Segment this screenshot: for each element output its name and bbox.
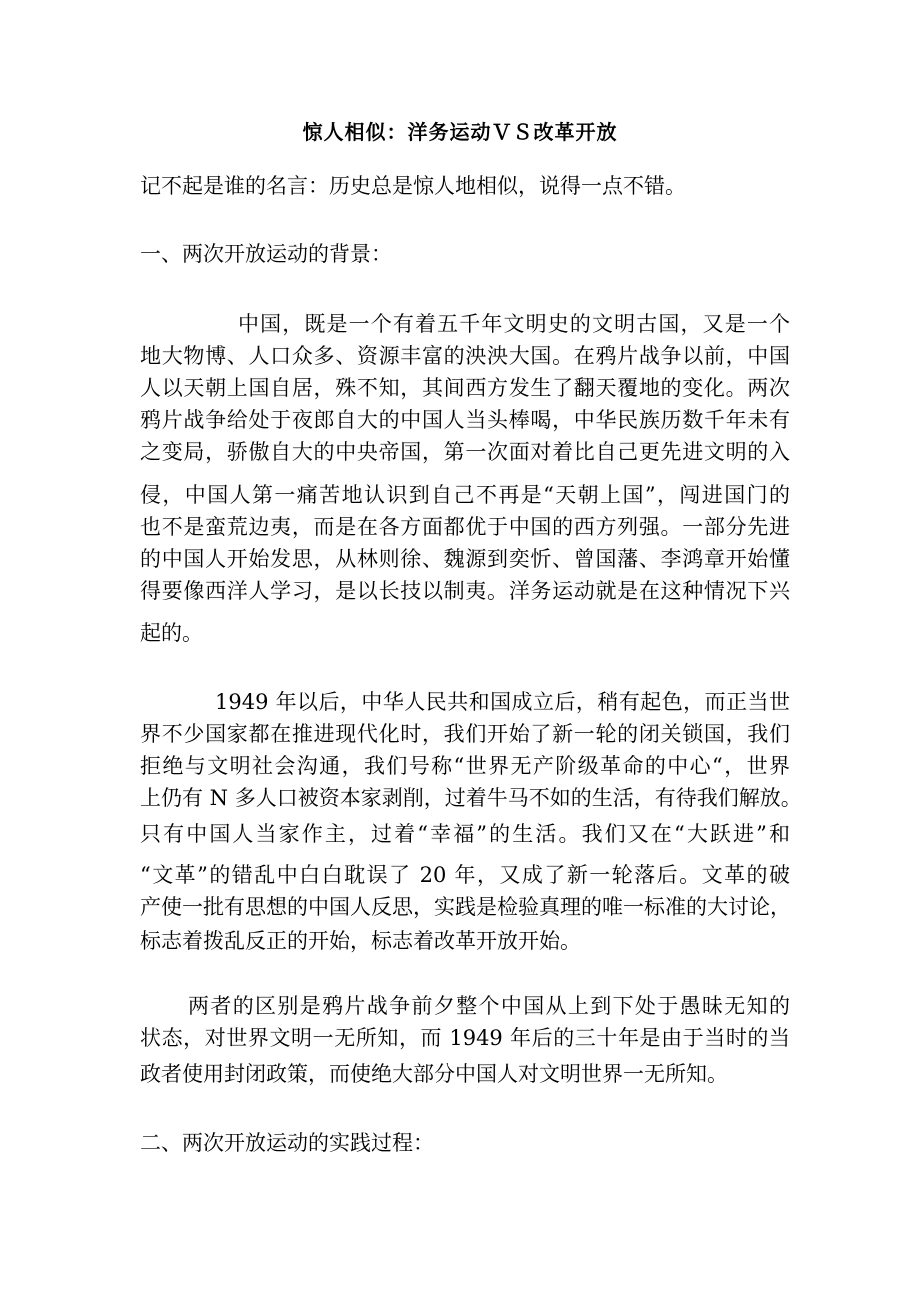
- para1-line-1: 中国，既是一个有着五千年文明史的文明古国，又是一个: [238, 312, 790, 336]
- para2-line-7: 产使一批有思想的中国人反思，实践是检验真理的唯一标准的大讨论，: [140, 895, 791, 919]
- para1-line-5: 之变局，骄傲自大的中央帝国，第一次面对着比自己更先进文明的入: [140, 440, 790, 464]
- para1-line-10: 起的。: [140, 621, 203, 645]
- para3-line-3: 政者使用封闭政策，而使绝大部分中国人对文明世界一无所知。: [140, 1062, 728, 1086]
- para2-line-4: 上仍有 N 多人口被资本家剥削，过着牛马不如的生活，有待我们解放。: [140, 786, 802, 810]
- para1-line-7: 也不是蛮荒边夷，而是在各方面都优于中国的西方列强。一部分先进: [140, 515, 790, 539]
- para2-line-6: “文革”的错乱中白白耽误了 20 年，又成了新一轮落后。文革的破: [140, 863, 790, 887]
- para2-line-1: 1949 年以后，中华人民共和国成立后，稍有起色，而正当世: [215, 690, 790, 714]
- para1-line-2: 地大物博、人口众多、资源丰富的泱泱大国。在鸦片战争以前，中国: [140, 344, 790, 368]
- para1-line-6: 侵，中国人第一痛苦地认识到自己不再是“天朝上国”，闯进国门的: [140, 483, 790, 507]
- section-1-heading: 一、两次开放运动的背景：: [140, 242, 392, 266]
- intro-line: 记不起是谁的名言：历史总是惊人地相似，说得一点不错。: [140, 174, 686, 198]
- para1-line-3: 人以天朝上国自居，殊不知，其间西方发生了翻天覆地的变化。两次: [140, 376, 790, 400]
- para2-line-3: 拒绝与文明社会沟通，我们号称“世界无产阶级革命的中心“，世界: [140, 754, 790, 778]
- para1-line-8: 的中国人开始发思，从林则徐、魏源到奕忻、曾国藩、李鸿章开始懂: [140, 547, 790, 571]
- section-2-heading: 二、两次开放运动的实践过程：: [140, 1131, 434, 1155]
- para1-line-4: 鸦片战争给处于夜郎自大的中国人当头棒喝，中华民族历数千年未有: [140, 408, 790, 432]
- document-title: 惊人相似：洋务运动ＶＳ改革开放: [302, 120, 618, 144]
- para3-line-2: 状态，对世界文明一无所知，而 1949 年后的三十年是由于当时的当: [140, 1026, 790, 1050]
- para3-line-1: 两者的区别是鸦片战争前夕整个中国从上到下处于愚昧无知的: [188, 994, 790, 1018]
- para1-line-9: 得要像西洋人学习，是以长技以制夷。洋务运动就是在这种情况下兴: [140, 579, 790, 603]
- para2-line-5: 只有中国人当家作主，过着“幸福”的生活。我们又在“大跃进”和: [140, 822, 790, 846]
- para2-line-2: 界不少国家都在推进现代化时，我们开始了新一轮的闭关锁国，我们: [140, 722, 790, 746]
- para2-line-8: 标志着拨乱反正的开始，标志着改革开放开始。: [140, 929, 581, 953]
